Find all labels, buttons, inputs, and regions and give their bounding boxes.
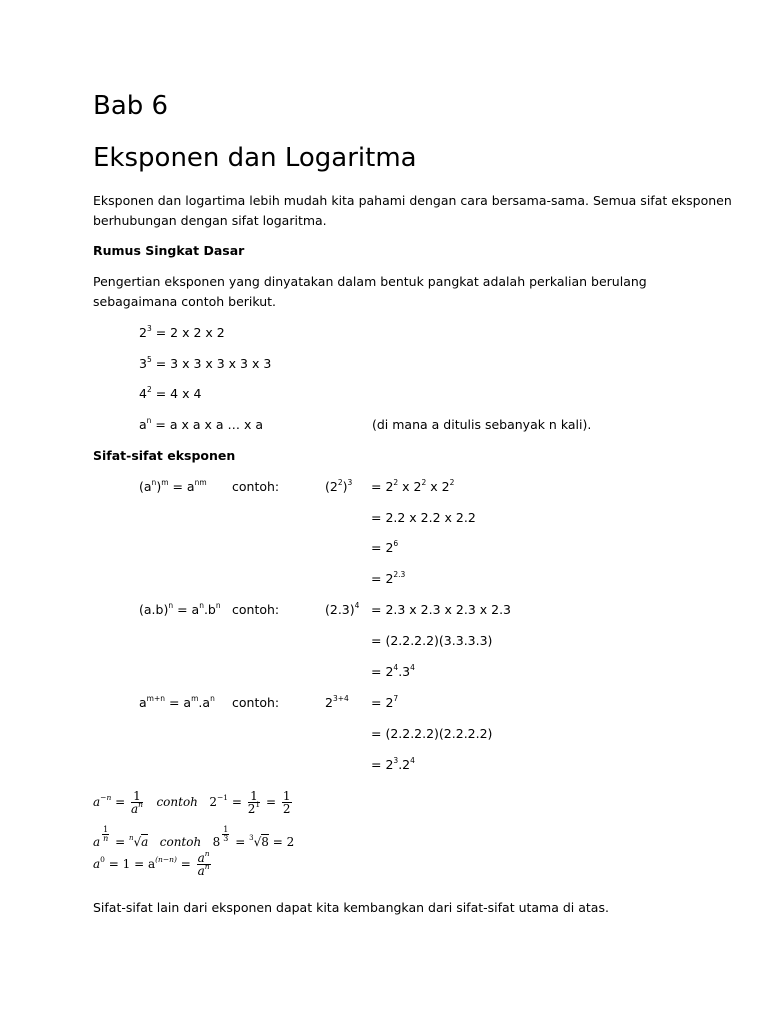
formula-negative-exponent: $a^{-n}$ = $\frac{1}{a^n}$ contoh $2^{-1}$ = $\frac{1}{2^1}$ = $\frac{1}{2}$	[93, 789, 291, 816]
rule-1: $(a^n)^m = a^{nm}$	[139, 477, 207, 494]
basic-example-2: $3^5 = 3$ x 3 x 3 x 3 x 3	[139, 354, 272, 371]
fraction: $\frac{1}{2}$	[282, 789, 291, 816]
example-3: $2^{3+4}$	[325, 693, 349, 710]
example-1: $(2^2)^3$	[325, 477, 353, 494]
step-2-2: = (2.2.2.2)(3.3.3.3)	[371, 633, 493, 648]
section-heading-sifat: Sifat-sifat eksponen	[93, 448, 236, 463]
example-2: $(2.3)^4$	[325, 600, 360, 617]
fraction: $\frac{1}{2^1}$	[247, 789, 261, 816]
intro-line-2: berhubungan dengan sifat logaritma.	[93, 213, 327, 228]
formula-zero-exponent: $a^0 = 1 = a^{(n-n)}$ = $\frac{a^n}{a^n}$	[93, 849, 210, 878]
rule-3: $a^{m+n} = a^m.a^n$	[139, 693, 215, 710]
step-1-1: = $2^2$ x $2^2$ x $2^2$	[371, 477, 455, 494]
contoh-label-1: contoh:	[232, 479, 280, 494]
exponent-fraction: $\frac{1}{3}$	[223, 825, 229, 843]
step-2-1: = 2.3 x 2.3 x 2.3 x 2.3	[371, 602, 511, 617]
basic-example-4: $a^n = a$ x a x a … x a	[139, 415, 264, 432]
step-2-3: = $2^4.3^4$	[371, 662, 415, 679]
step-3-3: = $2^3.2^4$	[371, 755, 415, 772]
page-title: Eksponen dan Logaritma	[93, 143, 417, 173]
basic-example-1: $2^3 = 2$ x 2 x 2	[139, 323, 225, 340]
exponent-fraction: $\frac{1}{n}$	[103, 825, 109, 843]
fraction: $\frac{1}{a^n}$	[131, 789, 143, 816]
basic-example-3: $4^2 = 4$ x 4	[139, 384, 202, 401]
closing-sentence: Sifat-sifat lain dari eksponen dapat kita kembangkan dari sifat-sifat utama di atas.	[93, 900, 609, 915]
definition-line-1: Pengertian eksponen yang dinyatakan dalam bentuk pangkat adalah perkalian berulang	[93, 274, 647, 289]
chapter-heading: Bab 6	[93, 91, 169, 121]
step-1-3: = $2^6$	[371, 538, 399, 555]
formula-fractional-exponent: a $\frac{1}{n}$ = $^n$√a contoh 8 $\frac{1}{3}$ = $^3$√8 = 2	[93, 825, 295, 849]
contoh-label-3: contoh:	[232, 695, 280, 710]
section-heading-rumus: Rumus Singkat Dasar	[93, 243, 245, 258]
step-3-1: = $2^7$	[371, 693, 399, 710]
basic-note: (di mana a ditulis sebanyak n kali).	[372, 417, 592, 432]
step-3-2: = (2.2.2.2)(2.2.2.2)	[371, 726, 493, 741]
definition-line-2: sebagaimana contoh berikut.	[93, 294, 277, 309]
step-1-2: = 2.2 x 2.2 x 2.2	[371, 510, 476, 525]
step-1-4: = $2^{2.3}$	[371, 569, 406, 586]
contoh-label-2: contoh:	[232, 602, 280, 617]
rule-2: $(a.b)^n = a^n.b^n$	[139, 600, 221, 617]
intro-line-1: Eksponen dan logartima lebih mudah kita pahami dengan cara bersama-sama. Semua sifat eksponen	[93, 193, 732, 208]
fraction: $\frac{a^n}{a^n}$	[197, 849, 210, 878]
